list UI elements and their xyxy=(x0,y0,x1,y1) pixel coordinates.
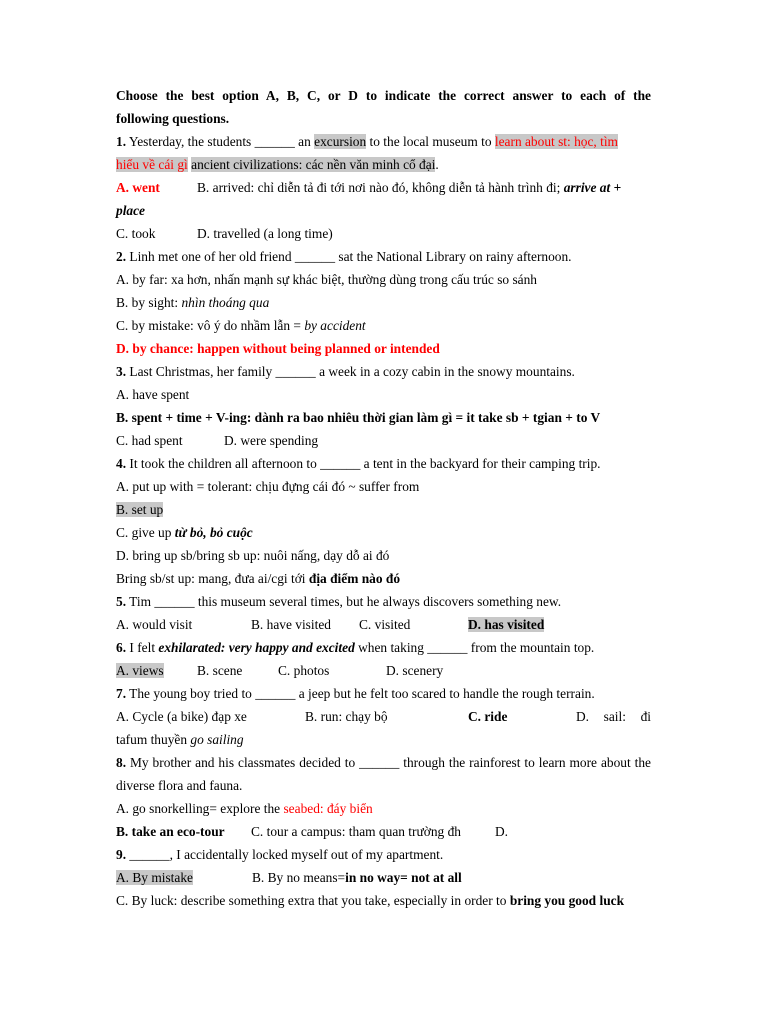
answer-option: A. go snorkelling= explore the xyxy=(116,801,284,816)
answer-option-correct: A. went xyxy=(116,180,160,195)
highlighted-word: excursion xyxy=(314,134,367,149)
answer-option: C. had spent xyxy=(116,433,183,448)
answer-option: B. scene xyxy=(197,663,243,678)
answer-note: từ bỏ, bỏ cuộc xyxy=(174,525,253,540)
question-number: 2. xyxy=(116,249,127,264)
answer-option-correct: B. set up xyxy=(116,502,164,517)
answer-option-correct: B. take an eco-tour xyxy=(116,824,225,839)
answer-option-cont xyxy=(116,728,651,751)
answer-note: nhìn thoáng qua xyxy=(181,295,270,310)
answer-option-row xyxy=(116,797,651,820)
answer-option: D. scenery xyxy=(386,663,444,678)
answer-option: A. by far: xa hơn, nhấn mạnh sự khác biệt, thường dùng trong cấu trúc so sánh xyxy=(116,272,538,287)
answer-note-bold: in no way= not at all xyxy=(345,870,462,885)
answer-option: B. By no means= xyxy=(252,870,346,885)
q8-options-row xyxy=(116,820,651,843)
question-text: to the local museum to xyxy=(366,134,495,149)
question-4 xyxy=(116,452,651,475)
question-number: 3. xyxy=(116,364,127,379)
answer-option-correct: B. spent + time + V-ing: dành ra bao nhiêu thời gian làm gì = it take sb + tgian + to V xyxy=(116,410,601,425)
answer-option: C. By luck: describe something extra that you take, especially in order to xyxy=(116,893,510,908)
answer-option: C. give up xyxy=(116,525,175,540)
question-text: when taking ______ from the mountain top. xyxy=(354,640,595,655)
document-page xyxy=(116,84,651,912)
question-9 xyxy=(116,843,651,866)
answer-note: arrive at + xyxy=(563,180,622,195)
answer-option-correct: A. By mistake xyxy=(116,870,193,885)
answer-note: exhilarated: very happy and excited xyxy=(158,640,355,655)
answer-option: C. took xyxy=(116,226,156,241)
question-number: 7. xyxy=(116,686,127,701)
answer-option: B. run: chạy bộ xyxy=(305,709,388,724)
red-annotation: hiểu về cái gì xyxy=(116,157,188,172)
q6-options-row xyxy=(116,659,651,682)
answer-option: C. tour a campus: tham quan trường đh xyxy=(251,824,461,839)
question-number: 4. xyxy=(116,456,127,471)
answer-option-correct: A. views xyxy=(116,663,164,678)
question-2 xyxy=(116,245,651,268)
answer-option-correct: D. has visited xyxy=(468,617,545,632)
red-annotation: seabed: đáy biển xyxy=(283,801,373,816)
answer-option: A. have spent xyxy=(116,387,190,402)
question-text: It took the children all afternoon to ______ a tent in the backyard for their camping trip. xyxy=(126,456,601,471)
answer-option-correct: C. ride xyxy=(468,709,508,724)
question-text: I felt xyxy=(126,640,159,655)
answer-note-row xyxy=(116,567,651,590)
question-number: 1. xyxy=(116,134,127,149)
answer-option-row xyxy=(116,889,651,912)
question-text: My brother and his classmates decided to ______ through the rainforest to learn more about the diverse flora and fauna. xyxy=(116,755,651,793)
question-number: 8. xyxy=(116,755,127,770)
answer-note: go sailing xyxy=(190,732,244,747)
question-number: 6. xyxy=(116,640,127,655)
question-text: The young boy tried to ______ a jeep but he felt too scared to handle the rough terrain. xyxy=(126,686,595,701)
answer-note-bold: địa điểm nào đó xyxy=(308,571,401,586)
answer-option: B. by sight: xyxy=(116,295,182,310)
answer-option-row xyxy=(116,521,651,544)
answer-option: A. would visit xyxy=(116,617,193,632)
q5-options-row xyxy=(116,613,651,636)
answer-option: D. sail: đi xyxy=(576,709,651,724)
instruction-line-2: following questions. xyxy=(116,111,230,126)
answer-option: D. xyxy=(495,824,509,839)
answer-option: B. have visited xyxy=(251,617,331,632)
answer-option: D. bring up sb/bring sb up: nuôi nấng, dạy dỗ ai đó xyxy=(116,548,390,563)
answer-note-cont: place xyxy=(116,203,145,218)
instruction-line-1: Choose the best option A, B, C, or D to indicate the correct answer to each of the xyxy=(116,88,651,103)
answer-option: C. by mistake: vô ý do nhầm lẫn = xyxy=(116,318,305,333)
q1-options-row-2 xyxy=(116,222,651,245)
answer-note: Bring sb/st up: mang, đưa ai/cgi tới xyxy=(116,571,309,586)
answer-option: D. were spending xyxy=(224,433,319,448)
answer-option-correct: D. by chance: happen without being planned or intended xyxy=(116,341,440,356)
answer-option: B. arrived: chỉ diễn tả đi tới nơi nào đó, không diễn tả hành trình đi; xyxy=(197,180,564,195)
answer-option-row xyxy=(116,429,651,452)
question-5 xyxy=(116,590,651,613)
q1-options-row-1 xyxy=(116,176,651,199)
question-7 xyxy=(116,682,651,705)
highlighted-annotation: ancient civilizations: các nền văn minh cổ đại xyxy=(191,157,436,172)
answer-option-row xyxy=(116,314,651,337)
question-text: Last Christmas, her family ______ a week in a cozy cabin in the snowy mountains. xyxy=(126,364,575,379)
question-8 xyxy=(116,751,651,797)
answer-option: C. photos xyxy=(278,663,330,678)
red-annotation: learn about st: học, tìm xyxy=(494,134,618,149)
question-number: 9. xyxy=(116,847,127,862)
answer-option-row xyxy=(116,291,651,314)
answer-option: A. put up with = tolerant: chịu đựng cái đó ~ suffer from xyxy=(116,479,420,494)
period-text: . xyxy=(435,157,439,172)
question-1 xyxy=(116,130,651,176)
question-text: Linh met one of her old friend ______ sat the National Library on rainy afternoon. xyxy=(126,249,572,264)
answer-option: C. visited xyxy=(359,617,411,632)
q9-options-row xyxy=(116,866,651,889)
question-3 xyxy=(116,360,651,383)
question-number: 5. xyxy=(116,594,127,609)
answer-option: A. Cycle (a bike) đạp xe xyxy=(116,709,247,724)
answer-note: by accident xyxy=(304,318,366,333)
question-text: Tim ______ this museum several times, but he always discovers something new. xyxy=(126,594,562,609)
question-text: Yesterday, the students ______ an xyxy=(126,134,315,149)
question-text: ______, I accidentally locked myself out of my apartment. xyxy=(126,847,444,862)
answer-note-bold: bring you good luck xyxy=(509,893,625,908)
q7-options-row xyxy=(116,705,651,728)
answer-option: D. travelled (a long time) xyxy=(197,226,333,241)
answer-option: tafum thuyền xyxy=(116,732,191,747)
question-6 xyxy=(116,636,651,659)
